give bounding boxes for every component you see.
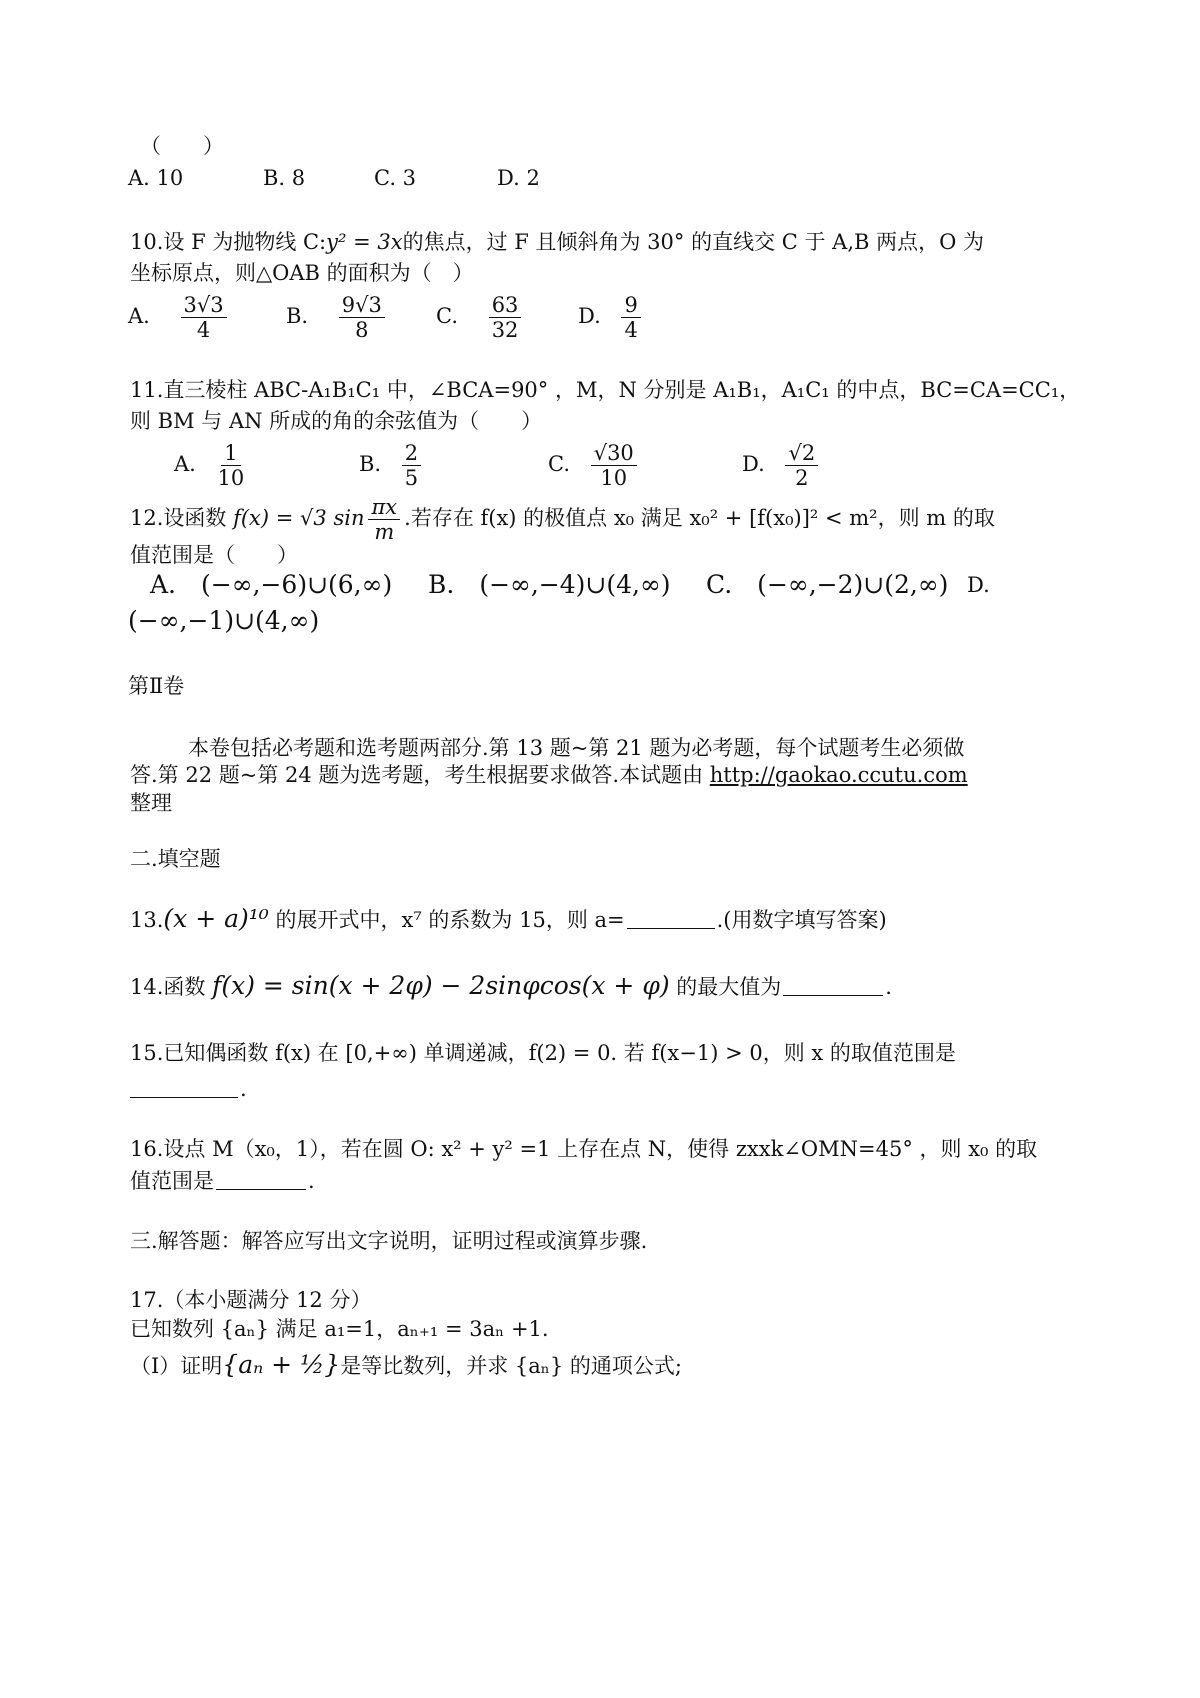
q17-part1-expression: {aₙ + ½} xyxy=(222,1350,341,1379)
q11-option-a-fraction: $\frac{1}{10}$ xyxy=(217,441,245,491)
part2-para-line1: 本卷包括必考题和选考题两部分.第 13 题~第 21 题为必考题，每个试题考生必须做 xyxy=(188,736,965,760)
section3-title: 三.解答题：解答应写出文字说明，证明过程或演算步骤. xyxy=(130,1229,648,1253)
q10-line2: 坐标原点，则△OAB 的面积为（ ） xyxy=(130,261,474,285)
q14-expression: f(x) = sin(x + 2φ) − 2sinφcos(x + φ) xyxy=(212,971,670,1000)
q11-option-d-fraction: $\frac{√2}{2}$ xyxy=(785,442,818,489)
q12-fraction: $\frac{\pi x}{m}$ xyxy=(368,496,400,543)
q12-line2: 值范围是（ ） xyxy=(130,543,298,567)
q12-option-d-value: (−∞,−1)∪(4,∞) xyxy=(128,606,320,635)
q9-answer-paren: （ ） xyxy=(140,134,224,158)
q16-line1: 16.设点 M（x₀，1），若在圆 O: x² + y² =1 上存在点 N，使得 zxxk∠OMN=45° ，则 x₀ 的取 xyxy=(130,1137,1038,1161)
q10-text-b: 的焦点，过 F 且倾斜角为 30° 的直线交 C 于 A,B 两点，O 为 xyxy=(402,230,985,254)
part2-para-line2: 答.第 22 题~第 24 题为选考题，考生根据要求做答.本试题由 http://gaokao.ccutu.com xyxy=(130,763,968,787)
q10-option-b-fraction: $\frac{9√3}{8}$ xyxy=(339,294,385,341)
q17-part1: （Ⅰ）证明{aₙ + ½}是等比数列，并求 {aₙ} 的通项公式; xyxy=(130,1350,682,1379)
q11-option-b-fraction: $\frac{2}{5}$ xyxy=(402,442,421,489)
source-link[interactable]: http://gaokao.ccutu.com xyxy=(709,763,968,787)
q9-option-c: C. 3 xyxy=(374,166,417,190)
q10-text-a: 10.设 F 为抛物线 C: xyxy=(130,230,327,254)
q10-line1 xyxy=(130,227,984,257)
q11-line2: 则 BM 与 AN 所成的角的余弦值为（ ） xyxy=(130,409,543,433)
q9-option-b: B. 8 xyxy=(263,166,306,190)
q12-option-d: D. xyxy=(967,573,990,597)
q10-option-d-fraction: $\frac{9}{4}$ xyxy=(621,294,640,341)
part2-title: 第Ⅱ卷 xyxy=(128,674,185,698)
q15-line1: 15.已知偶函数 f(x) 在 [0,+∞) 单调递减，f(2) = 0. 若 f(x−1) > 0，则 x 的取值范围是 xyxy=(130,1041,956,1065)
q10-option-c-fraction: $\frac{63}{32}$ xyxy=(489,294,522,341)
q16-line2: 值范围是 . xyxy=(130,1169,315,1193)
q12-option-a: A. (−∞,−6)∪(6,∞) xyxy=(150,570,393,599)
q15-answer-blank[interactable] xyxy=(130,1095,238,1098)
q16-answer-blank[interactable] xyxy=(216,1187,306,1190)
section2-title: 二.填空题 xyxy=(130,847,221,871)
q15-line2: . xyxy=(130,1074,247,1104)
q13-expression: (x + a)¹⁰ xyxy=(163,904,269,933)
q11-option-c: C. $\frac{√30}{10}$ xyxy=(548,442,641,489)
q10-equation: y² = 3x xyxy=(326,230,403,254)
q14-line: 14.函数 f(x) = sin(x + 2φ) − 2sinφcos(x + φ) 的最大值为 . xyxy=(130,971,892,1000)
q10-option-a-fraction: $\frac{3√3}{4}$ xyxy=(181,294,227,341)
q10-option-c: C. $\frac{63}{32}$ xyxy=(436,294,525,341)
q13-line: 13.(x + a)¹⁰ 的展开式中，x⁷ 的系数为 15，则 a= .(用数字填写答案) xyxy=(130,904,887,933)
q12-function: f(x) = √3 sin xyxy=(233,506,365,531)
q17-given: 已知数列 {aₙ} 满足 a₁=1，aₙ₊₁ = 3aₙ +1. xyxy=(130,1317,549,1341)
part2-para-line3: 整理 xyxy=(130,791,172,815)
q12-option-c: C. (−∞,−2)∪(2,∞) xyxy=(706,570,949,599)
q10-option-d: D. $\frac{9}{4}$ xyxy=(578,294,645,341)
q11-line1: 11.直三棱柱 ABC-A₁B₁C₁ 中，∠BCA=90° ，M，N 分别是 A₁B₁，A₁C₁ 的中点，BC=CA=CC₁， xyxy=(130,378,1081,402)
q12-option-b: B. (−∞,−4)∪(4,∞) xyxy=(428,570,671,599)
q11-option-a: A. $\frac{1}{10}$ xyxy=(174,442,251,489)
q10-option-b: B. $\frac{9√3}{8}$ xyxy=(286,294,389,341)
q14-answer-blank[interactable] xyxy=(783,993,883,996)
q11-option-b: B. $\frac{2}{5}$ xyxy=(359,442,425,489)
q12-line1: 12.设函数 f(x) = √3 sin $\frac{\pi x}{m}$ .若存在 f(x) 的极值点 x₀ 满足 x₀² + [f(x₀)]² < m²，则 m 的取 xyxy=(130,495,995,545)
q9-option-d: D. 2 xyxy=(497,166,540,190)
q13-answer-blank[interactable] xyxy=(627,926,715,929)
q11-option-c-fraction: $\frac{√30}{10}$ xyxy=(591,442,637,489)
q17-title: 17.（本小题满分 12 分） xyxy=(130,1288,372,1312)
q10-option-a: A. $\frac{3√3}{4}$ xyxy=(128,294,231,341)
q9-option-a: A. 10 xyxy=(128,166,184,190)
q11-option-d: D. $\frac{√2}{2}$ xyxy=(742,442,822,489)
